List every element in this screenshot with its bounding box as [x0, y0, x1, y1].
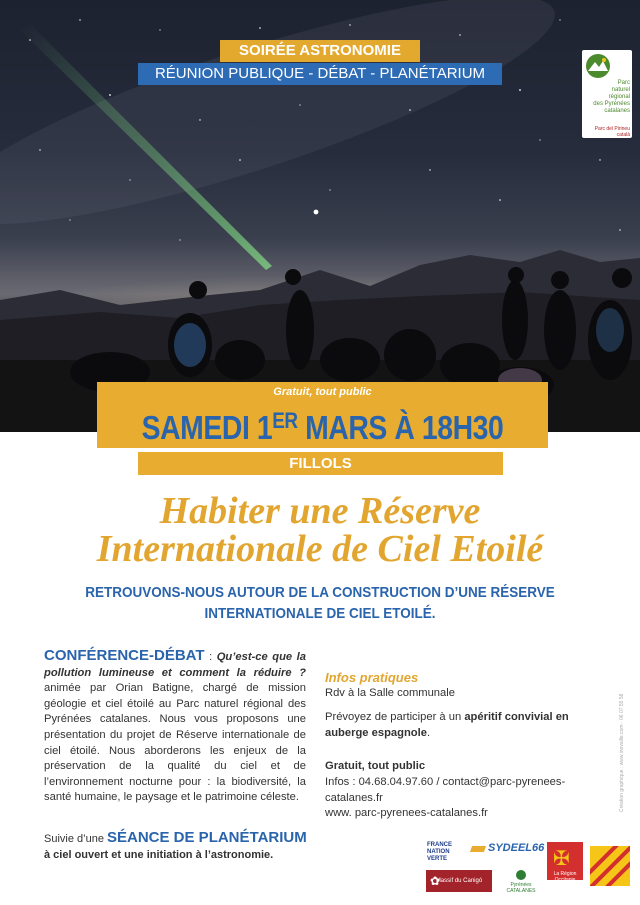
occitanie-logo: ✠ La Région Occitanie [547, 842, 583, 880]
infos-heading: Infos pratiques [325, 670, 419, 685]
logo-line: régional [608, 94, 630, 100]
main-title-line-2: Internationale de Ciel Etoilé [96, 528, 544, 570]
sydeel-logo: SYDEEL66 [471, 842, 539, 856]
event-type-title: SOIRÉE ASTRONOMIE [220, 40, 420, 62]
aperitif-line: Prévoyez de participer à un apéritif convivial en auberge espagnole. [325, 711, 569, 739]
pyrenees-orientales-logo [590, 846, 630, 886]
date-day: SAMEDI 1 [141, 409, 273, 446]
tagline [68, 582, 572, 624]
park-emblem-icon [585, 53, 611, 79]
catalanes-mark-icon [516, 870, 526, 880]
catalanes-logo: Pyrénées CATALANES [498, 870, 544, 894]
canigo-logo: ✿ Massif du Canigó [426, 870, 492, 892]
event-date [129, 402, 517, 447]
logo-line: catalanes [604, 108, 630, 114]
conference-description [44, 648, 306, 806]
contact-line: Infos : 04.68.04.97.60 / contact@parc-pyrenees-catalanes.fr [325, 775, 566, 804]
logo-line: naturel [611, 87, 630, 93]
date-band [97, 382, 548, 448]
practical-info [325, 670, 595, 822]
conference-question: Qu’est-ce que la pollution lumineuse et comment la réduire ? [44, 651, 306, 679]
occitan-cross-icon: ✠ [553, 848, 570, 870]
aperitif-bold: apéritif convivial en auberge espagnole [325, 711, 569, 739]
main-title [20, 492, 620, 568]
logo-subline: Parc del Pirineu català [594, 126, 630, 138]
tagline-line-1: RETROUVONS-NOUS AUTOUR DE LA CONSTRUCTION D’UNE RÉSERVE [85, 584, 555, 601]
rdv-line: Rdv à la Salle communale [325, 686, 455, 699]
price-label: Gratuit, tout public [273, 386, 372, 398]
planetarium-line: à ciel ouvert et une initiation à l’astronomie. [44, 849, 274, 861]
planetarium-prefix: Suivie d’une [44, 833, 107, 845]
graphic-credit: Création graphique : www.inovaille.com · 06 07 55 58 [619, 693, 625, 812]
conference-body: animée par Orian Batigne, chargé de mission géologie et ciel étoilé au Parc naturel régional des Pyrénées catalanes. Nous vous proposons une présentation du projet de Réserve internationale de ciel étoilé. Nous aborderons les enjeux de la préservation de la qualité du ciel et de l’environnement nocturne pour : la biodiversité, la santé humaine, le paysage et le patrimoine céleste. [44, 682, 306, 804]
main-title-line-1: Habiter une Réserve [159, 490, 481, 532]
logo-line: des Pyrénées [593, 101, 630, 107]
website-link[interactable]: www. parc-pyrenees-catalanes.fr [325, 807, 488, 820]
france-nation-verte-logo: FRANCE NATION VERTE [427, 842, 452, 862]
date-rest: MARS À 18H30 [297, 409, 504, 446]
gratuit-line: Gratuit, tout public [325, 760, 426, 773]
event-type-subtitle: RÉUNION PUBLIQUE - DÉBAT - PLANÉTARIUM [138, 63, 502, 85]
conference-heading: CONFÉRENCE-DÉBAT [44, 647, 205, 664]
conference-sep: : [204, 651, 217, 663]
flower-icon: ✿ [430, 874, 441, 888]
logo-line: Parc [617, 80, 630, 86]
event-place: FILLOLS [138, 452, 503, 475]
parc-logo [582, 50, 632, 138]
planetarium-section [44, 830, 314, 863]
hero-photo [0, 0, 640, 432]
tagline-line-2: INTERNATIONALE DE CIEL ETOILÉ. [204, 605, 436, 622]
date-suffix: ER [272, 408, 298, 433]
planetarium-heading: SÉANCE DE PLANÉTARIUM [107, 829, 307, 846]
